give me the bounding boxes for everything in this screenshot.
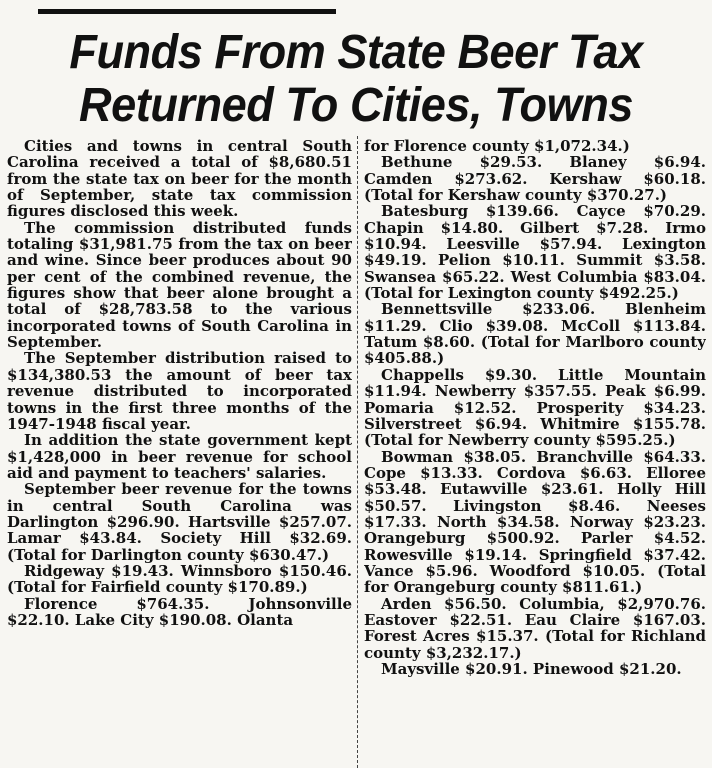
paragraph: The September distribution raised to $134,380.53 the amount of beer tax revenue distributed to incorporated towns in the first three months of the 1947-1948 fiscal year. — [7, 349, 352, 433]
paragraph: Ridgeway $19.43. Winnsboro $150.46. (Total for Fairfield county $170.89.) — [7, 561, 352, 597]
paragraph: Florence $764.35. Johnsonville $22.10. Lake City $190.08. Olanta — [7, 594, 352, 629]
paragraph: September beer revenue for the towns in central South Carolina was Darlington $296.90. Hartsville $257.07. Lamar $43.84. Society Hill $32.69. (Total for Darlington county $630.47.) — [7, 480, 352, 564]
paragraph: Bowman $38.05. Branchville $64.33. Cope $13.33. Cordova $6.63. Elloree $53.48. Eutawville $23.61. Holly Hill $50.57. Livingston $8.46. Neeses $17.33. North $34.58. Norway $23.23. Orangeburg $500.92. Parler $4.52. Rowesville $19.14. Springfield $37.42. Vance $5.96. Woodford $10.05. (Total for Orangeburg county $811.61.) — [364, 447, 706, 597]
right-column — [364, 138, 706, 768]
left-column — [7, 138, 352, 768]
paragraph: Bethune $29.53. Blaney $6.94. Camden $273.62. Kershaw $60.18. (Total for Kershaw county $370.27.) — [364, 153, 706, 205]
headline-line-2: Returned To Cities, Towns — [79, 79, 633, 132]
paragraph: Cities and towns in central South Carolina received a total of $8,680.51 from the state tax on beer for the month of September, state tax commission figures disclosed this week. — [7, 138, 352, 221]
top-rule — [38, 9, 336, 14]
headline-line-1: Funds From State Beer Tax — [69, 26, 643, 79]
paragraph: Batesburg $139.66. Cayce $70.29. Chapin $14.80. Gilbert $7.28. Irmo $10.94. Leesville $57.94. Lexington $49.19. Pelion $10.11. Summit $3.58. Swansea $65.22. West Columbia $83.04. (Total for Lexington county $492.25.) — [364, 202, 706, 303]
paragraph: In addition the state government kept $1,428,000 in beer revenue for school aid and payment to teachers' salaries. — [7, 431, 352, 482]
paragraph: The commission distributed funds totaling $31,981.75 from the tax on beer and wine. Since beer produces about 90 per cent of the combined revenue, the figures show that beer alone brought a total of $28,783.58 to the various incorporated towns of South Carolina in September. — [7, 218, 352, 352]
paragraph-continuation: for Florence county $1,072.34.) — [364, 138, 630, 155]
paragraph: Chappells $9.30. Little Mountain $11.94. Newberry $357.55. Peak $6.99. Pomaria $12.52. Prosperity $34.23. Silverstreet $6.94. Whitmire $155.78. (Total for Newberry county $595.25.) — [364, 365, 706, 450]
column-divider — [357, 136, 358, 768]
paragraph: Arden $56.50. Columbia, $2,970.76. Eastover $22.51. Eau Claire $167.03. Forest Acres $15.37. (Total for Richland county $3,232.17.) — [364, 594, 706, 662]
paragraph: Bennettsville $233.06. Blenheim $11.29. Clio $39.08. McColl $113.84. Tatum $8.60. (Total for Marlboro county $405.88.) — [364, 300, 706, 368]
paragraph: Maysville $20.91. Pinewood $21.20. — [381, 660, 682, 678]
